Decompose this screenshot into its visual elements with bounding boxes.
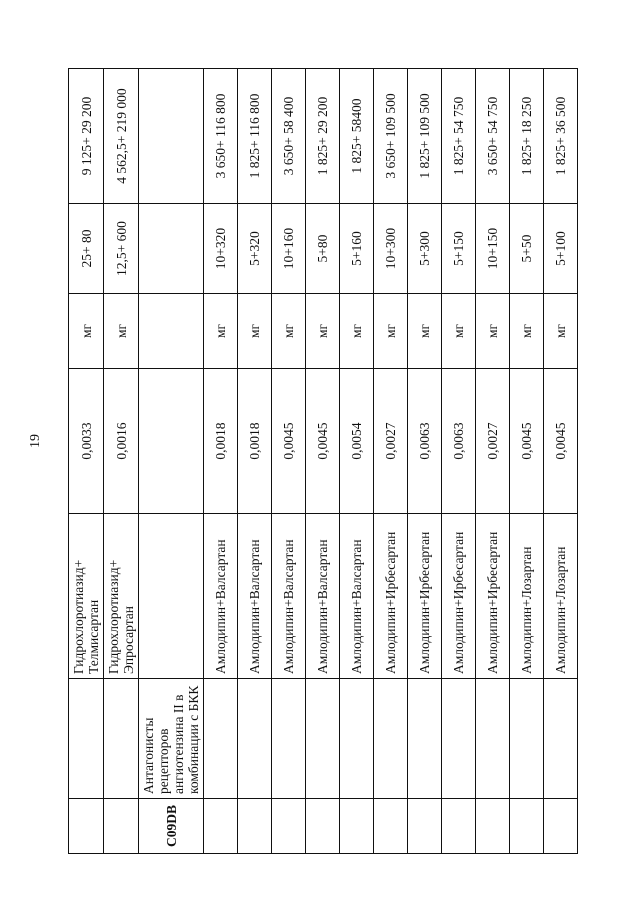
code-cell [204, 799, 238, 854]
unit-cell: мг [374, 294, 408, 369]
code-cell [238, 799, 272, 854]
unit-cell: мг [442, 294, 476, 369]
dose-cell: 0,0045 [272, 369, 306, 514]
drug-name-cell: Амлодипин+Валсартан [272, 514, 306, 679]
drug-name-cell: Амлодипин+Валсартан [204, 514, 238, 679]
unit-cell: мг [408, 294, 442, 369]
dose-cell: 0,0027 [476, 369, 510, 514]
group-cell [408, 679, 442, 799]
code-cell [104, 799, 139, 854]
code-cell: C09DB [139, 799, 204, 854]
unit-cell: мг [306, 294, 340, 369]
table-row [306, 69, 340, 854]
drug-name-cell: Амлодипин+Ирбесартан [442, 514, 476, 679]
drug-name-cell: Гидрохлоротиазид+ Эпросартан [104, 514, 139, 679]
unit-cell: мг [238, 294, 272, 369]
strength-cell: 5+300 [408, 204, 442, 294]
annual-amount-cell: 4 562,5+ 219 000 [104, 69, 139, 204]
group-cell [510, 679, 544, 799]
drug-name-cell: Амлодипин+Лозартан [510, 514, 544, 679]
table-row [104, 69, 139, 854]
strength-cell: 5+50 [510, 204, 544, 294]
code-cell [69, 799, 104, 854]
strength-cell: 10+160 [272, 204, 306, 294]
dose-cell: 0,0045 [306, 369, 340, 514]
dose-cell: 0,0033 [69, 369, 104, 514]
unit-cell: мг [104, 294, 139, 369]
annual-amount-cell [139, 69, 204, 204]
strength-cell: 5+80 [306, 204, 340, 294]
table-row [442, 69, 476, 854]
group-cell [238, 679, 272, 799]
group-cell [442, 679, 476, 799]
strength-cell: 5+160 [340, 204, 374, 294]
strength-cell: 5+100 [544, 204, 578, 294]
drug-name-cell: Гидрохлоротиазид+ Телмисартан [69, 514, 104, 679]
strength-cell: 5+320 [238, 204, 272, 294]
unit-cell: мг [476, 294, 510, 369]
group-cell [204, 679, 238, 799]
strength-cell: 10+320 [204, 204, 238, 294]
dose-cell: 0,0045 [510, 369, 544, 514]
drug-name-cell: Амлодипин+Ирбесартан [476, 514, 510, 679]
strength-cell: 10+300 [374, 204, 408, 294]
rotated-table-container [68, 69, 571, 854]
dose-cell: 0,0018 [204, 369, 238, 514]
page-number: 19 [28, 434, 43, 448]
code-cell [442, 799, 476, 854]
table-row [238, 69, 272, 854]
drug-name-cell: Амлодипин+Валсартан [306, 514, 340, 679]
strength-cell: 12,5+ 600 [104, 204, 139, 294]
drug-name-cell: Амлодипин+Ирбесартан [374, 514, 408, 679]
dose-cell: 0,0054 [340, 369, 374, 514]
annual-amount-cell: 1 825+ 58400 [340, 69, 374, 204]
annual-amount-cell: 1 825+ 29 200 [306, 69, 340, 204]
table-row [69, 69, 104, 854]
unit-cell: мг [510, 294, 544, 369]
code-cell [272, 799, 306, 854]
table-row [408, 69, 442, 854]
table-row [204, 69, 238, 854]
code-cell [408, 799, 442, 854]
strength-cell [139, 204, 204, 294]
code-cell [374, 799, 408, 854]
table-row [139, 69, 204, 854]
drug-name-cell: Амлодипин+Лозартан [544, 514, 578, 679]
unit-cell: мг [272, 294, 306, 369]
drug-name-cell: Амлодипин+Валсартан [340, 514, 374, 679]
annual-amount-cell: 1 825+ 36 500 [544, 69, 578, 204]
strength-cell: 5+150 [442, 204, 476, 294]
table-row [272, 69, 306, 854]
unit-cell [139, 294, 204, 369]
code-cell [476, 799, 510, 854]
strength-cell: 10+150 [476, 204, 510, 294]
dose-cell: 0,0018 [238, 369, 272, 514]
drug-name-cell: Амлодипин+Ирбесартан [408, 514, 442, 679]
table-row [476, 69, 510, 854]
unit-cell: мг [340, 294, 374, 369]
annual-amount-cell: 1 825+ 18 250 [510, 69, 544, 204]
code-cell [306, 799, 340, 854]
annual-amount-cell: 3 650+ 109 500 [374, 69, 408, 204]
dose-cell: 0,0016 [104, 369, 139, 514]
group-cell [476, 679, 510, 799]
annual-amount-cell: 9 125+ 29 200 [69, 69, 104, 204]
code-cell [510, 799, 544, 854]
annual-amount-cell: 3 650+ 58 400 [272, 69, 306, 204]
unit-cell: мг [544, 294, 578, 369]
dose-cell: 0,0063 [408, 369, 442, 514]
unit-cell: мг [204, 294, 238, 369]
annual-amount-cell: 1 825+ 109 500 [408, 69, 442, 204]
group-cell [104, 679, 139, 799]
dose-cell [139, 369, 204, 514]
table-row [544, 69, 578, 854]
group-cell: Антагонисты рецепторов ангиотензина II в комбинации с БКК [139, 679, 204, 799]
table-row [374, 69, 408, 854]
dose-cell: 0,0045 [544, 369, 578, 514]
strength-cell: 25+ 80 [69, 204, 104, 294]
code-cell [340, 799, 374, 854]
unit-cell: мг [69, 294, 104, 369]
annual-amount-cell: 3 650+ 54 750 [476, 69, 510, 204]
group-cell [69, 679, 104, 799]
group-cell [544, 679, 578, 799]
table-row [510, 69, 544, 854]
annual-amount-cell: 1 825+ 54 750 [442, 69, 476, 204]
group-cell [340, 679, 374, 799]
annual-amount-cell: 1 825+ 116 800 [238, 69, 272, 204]
group-cell [306, 679, 340, 799]
drug-table [68, 68, 578, 854]
drug-name-cell: Амлодипин+Валсартан [238, 514, 272, 679]
group-cell [374, 679, 408, 799]
drug-name-cell [139, 514, 204, 679]
code-cell [544, 799, 578, 854]
dose-cell: 0,0027 [374, 369, 408, 514]
table-row [340, 69, 374, 854]
group-cell [272, 679, 306, 799]
dose-cell: 0,0063 [442, 369, 476, 514]
annual-amount-cell: 3 650+ 116 800 [204, 69, 238, 204]
